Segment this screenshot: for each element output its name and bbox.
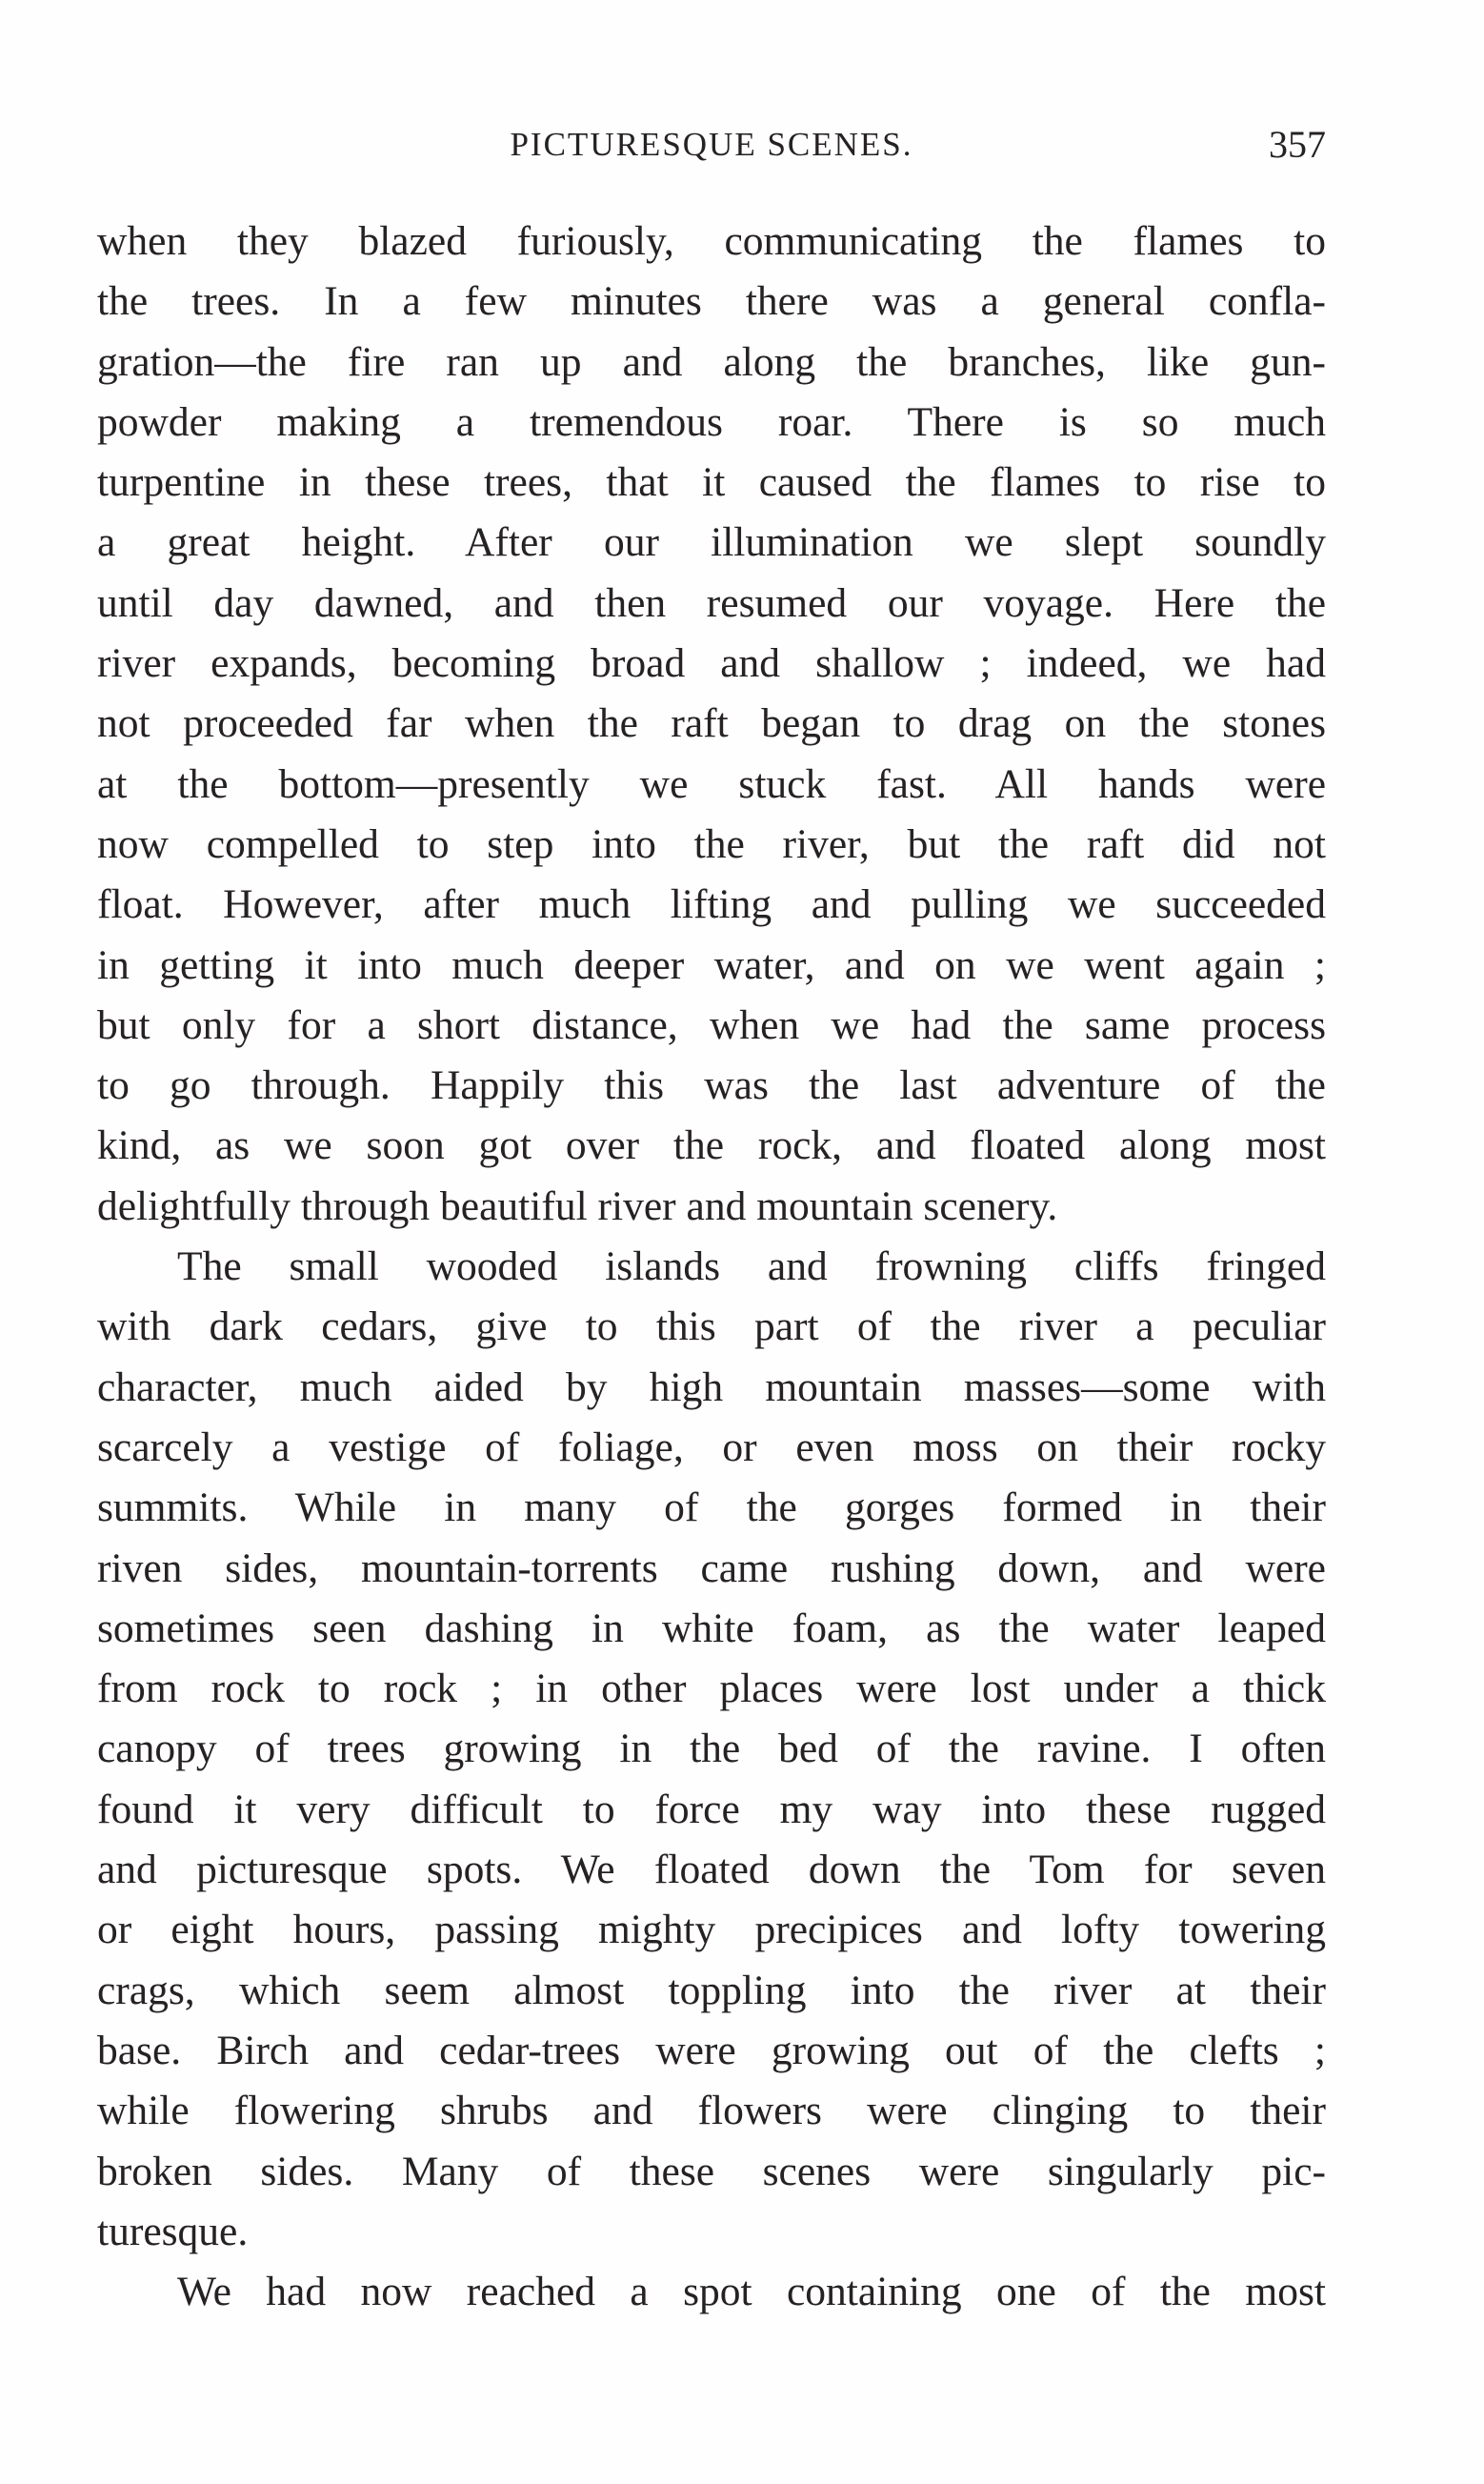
text-line: crags, which seem almost toppling into the river at their bbox=[97, 1967, 1326, 2013]
text-line: character, much aided by high mountain masses—some with bbox=[97, 1363, 1326, 1410]
text-line: a great height. After our illumination we slept soundly bbox=[97, 519, 1326, 566]
text-line: sometimes seen dashing in white foam, as the water leaped bbox=[97, 1605, 1326, 1651]
text-line: river expands, becoming broad and shallow ; indeed, we had bbox=[97, 640, 1326, 687]
text-line: the trees. In a few minutes there was a general confla- bbox=[97, 278, 1326, 325]
running-head bbox=[97, 122, 1326, 168]
text-line: float. However, after much lifting and pulling we succeeded bbox=[97, 881, 1326, 928]
text-line: while flowering shrubs and flowers were clinging to their bbox=[97, 2088, 1326, 2134]
text-line: summits. While in many of the gorges formed in their bbox=[97, 1484, 1326, 1531]
text-line: powder making a tremendous roar. There is so much bbox=[97, 398, 1326, 445]
text-line: kind, as we soon got over the rock, and floated along most bbox=[97, 1122, 1326, 1169]
body-text bbox=[97, 212, 1326, 2322]
text-line: in getting it into much deeper water, and on we went again ; bbox=[97, 941, 1326, 988]
text-line: with dark cedars, give to this part of the river a peculiar bbox=[97, 1303, 1326, 1350]
text-line: scarcely a vestige of foliage, or even moss on their rocky bbox=[97, 1424, 1326, 1470]
text-line: or eight hours, passing mighty precipices and lofty towering bbox=[97, 1907, 1326, 1953]
paragraph-first-line: We had now reached a spot containing one of the most bbox=[177, 2269, 1326, 2315]
text-line: to go through. Happily this was the last adventure of the bbox=[97, 1062, 1326, 1109]
text-line: turesque. bbox=[97, 2208, 249, 2254]
text-line: gration—the fire ran up and along the branches, like gun- bbox=[97, 338, 1326, 385]
text-line: riven sides, mountain-torrents came rushing down, and were bbox=[97, 1545, 1326, 1591]
text-line: not proceeded far when the raft began to drag on the stones bbox=[97, 700, 1326, 747]
text-line: broken sides. Many of these scenes were singularly pic- bbox=[97, 2148, 1326, 2194]
running-title: PICTURESQUE SCENES. bbox=[510, 126, 913, 163]
paragraph-first-line: The small wooded islands and frowning cliffs fringed bbox=[177, 1243, 1326, 1290]
text-line: now compelled to step into the river, but the raft did not bbox=[97, 820, 1326, 867]
text-line: base. Birch and cedar-trees were growing out of the clefts ; bbox=[97, 2027, 1326, 2073]
text-line: from rock to rock ; in other places were lost under a thick bbox=[97, 1666, 1326, 1712]
text-line: and picturesque spots. We floated down the Tom for seven bbox=[97, 1847, 1326, 1893]
text-line: when they blazed furiously, communicating the flames to bbox=[97, 218, 1326, 264]
text-line: found it very difficult to force my way into these rugged bbox=[97, 1786, 1326, 1832]
text-line: at the bottom—presently we stuck fast. All hands were bbox=[97, 760, 1326, 807]
text-line: but only for a short distance, when we had the same process bbox=[97, 1001, 1326, 1048]
text-line: turpentine in these trees, that it caused the flames to rise to bbox=[97, 459, 1326, 506]
text-line: delightfully through beautiful river and mountain scenery. bbox=[97, 1182, 1058, 1229]
text-line: until day dawned, and then resumed our voyage. Here the bbox=[97, 579, 1326, 626]
page-number: 357 bbox=[1269, 123, 1326, 166]
text-line: canopy of trees growing in the bed of the ravine. I often bbox=[97, 1726, 1326, 1772]
